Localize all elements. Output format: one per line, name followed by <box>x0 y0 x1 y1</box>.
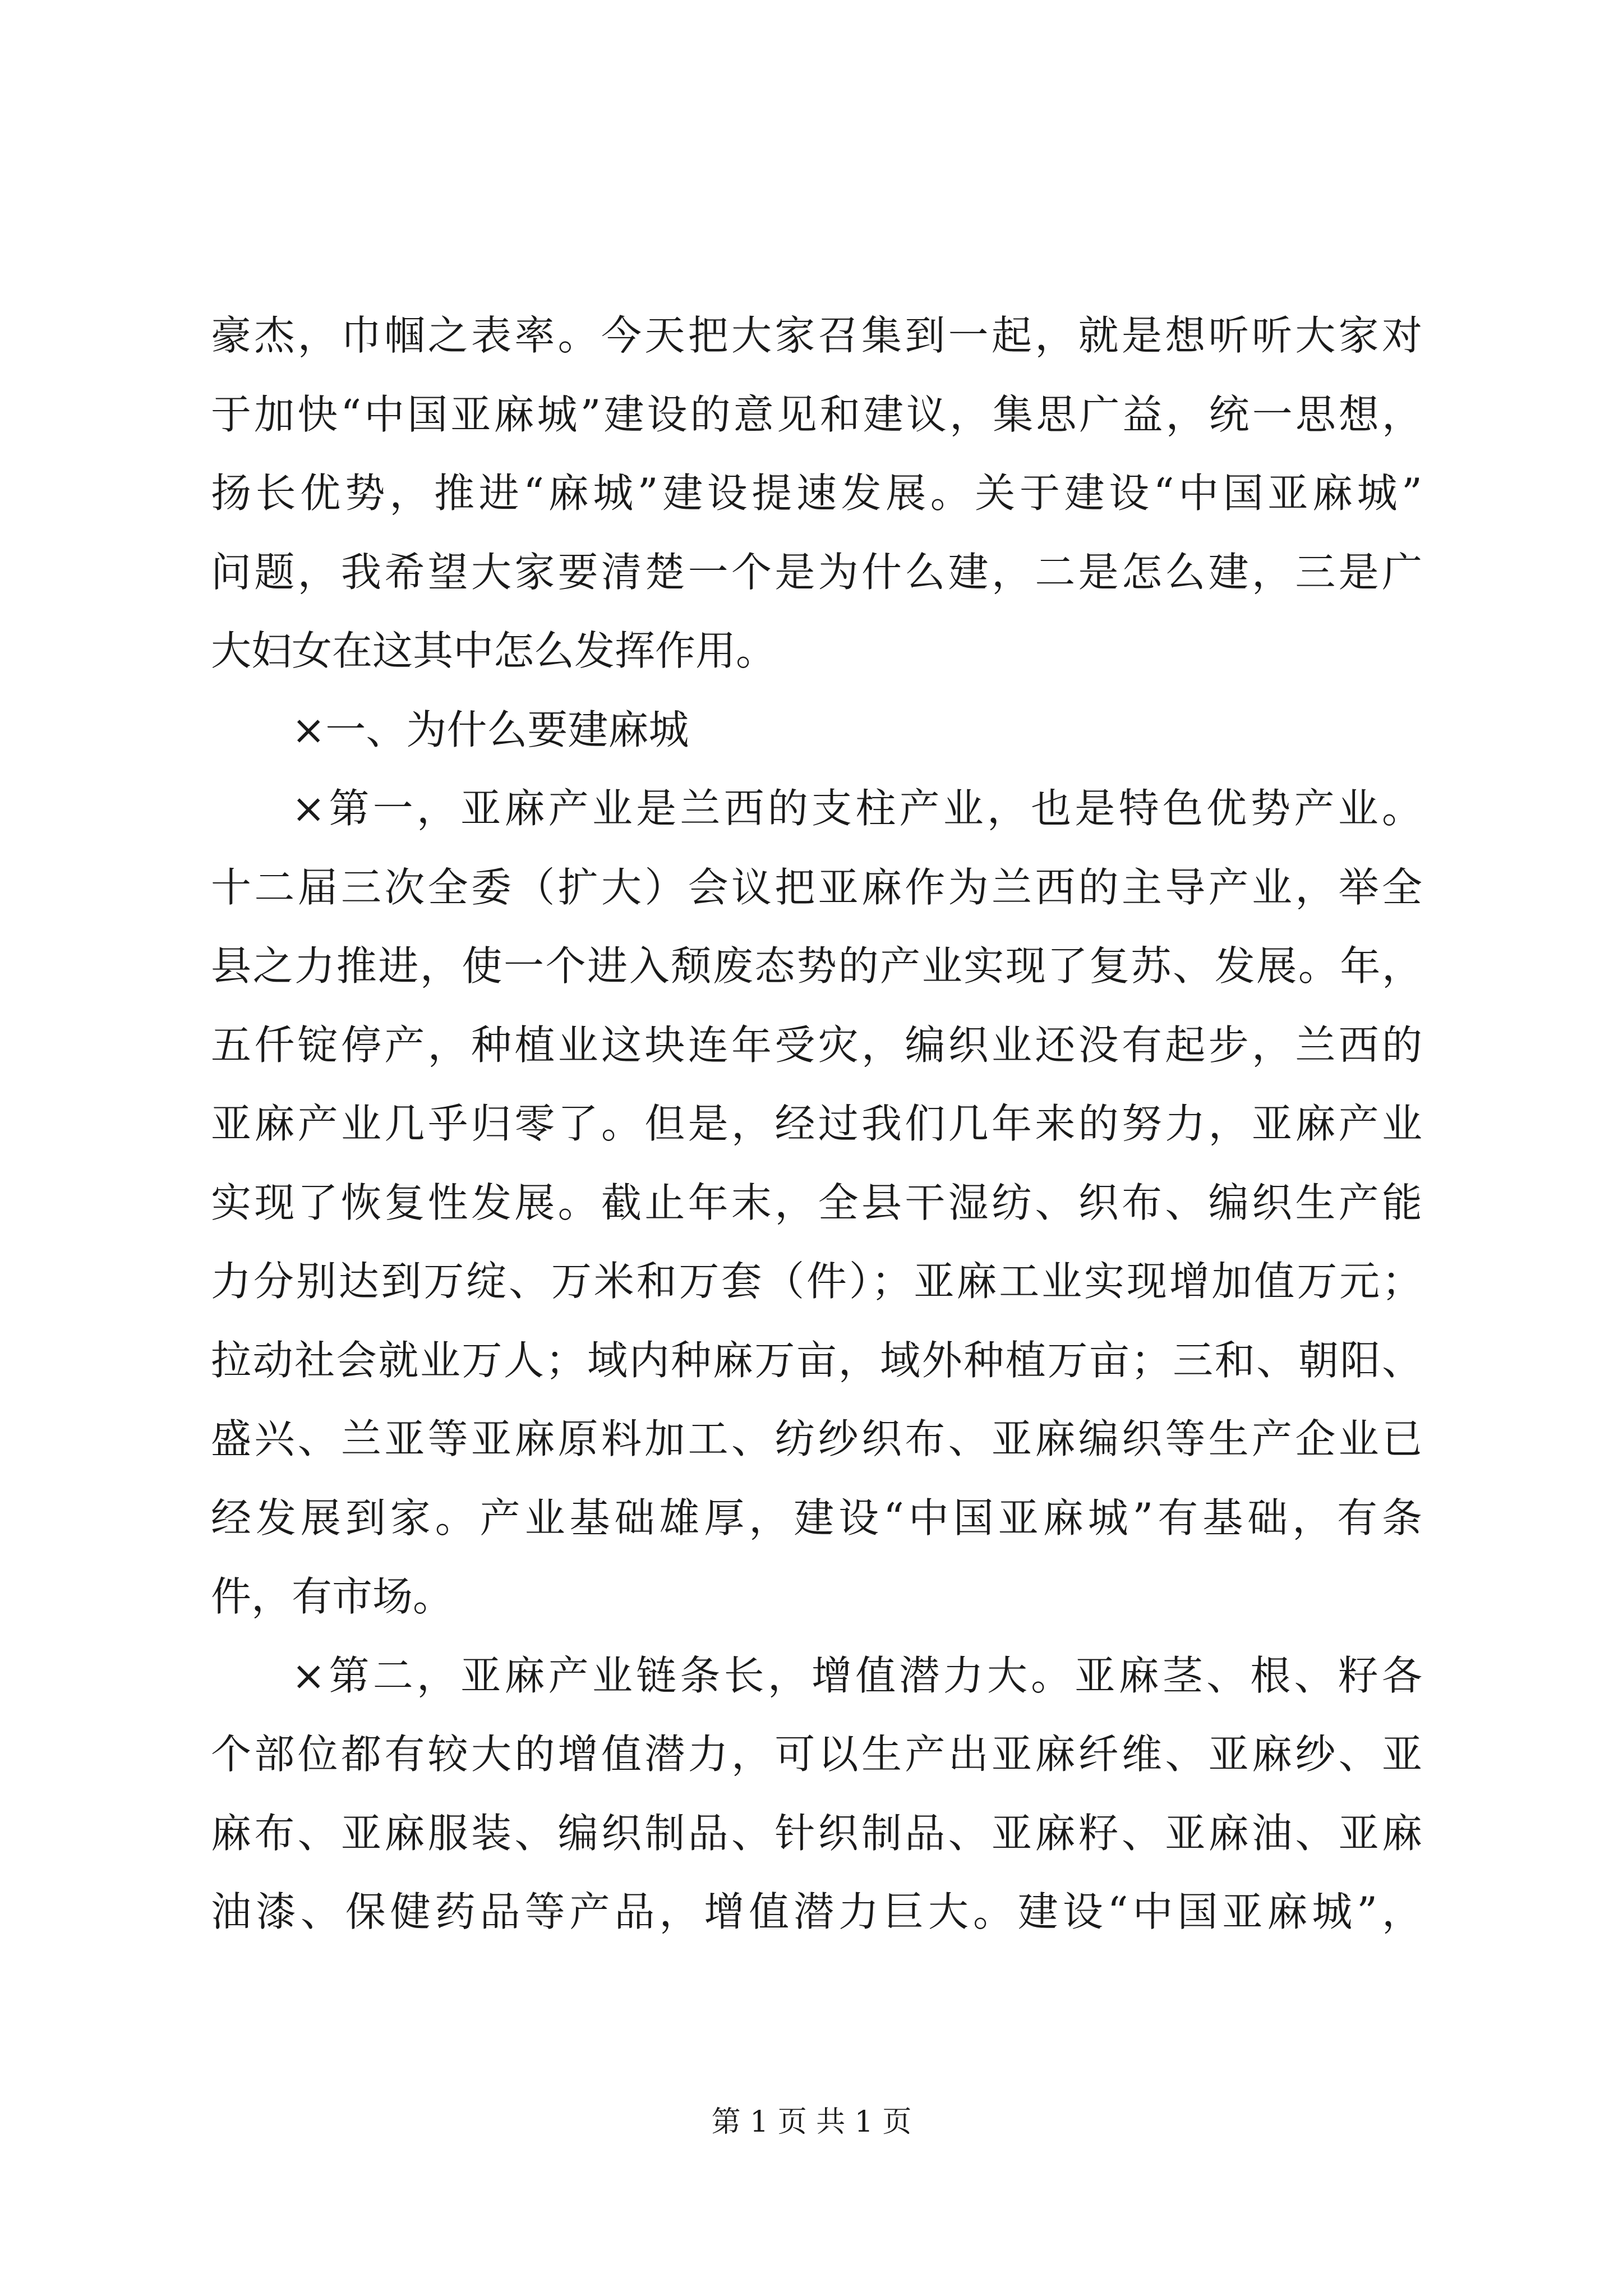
section-heading: ×一、为什么要建麻城 <box>292 706 689 753</box>
text-line: 经发展到家。产业基础雄厚，建设“中国亚麻城”有基础，有条 <box>211 1494 1422 1542</box>
text-line: 扬长优势，推进“麻城”建设提速发展。关于建设“中国亚麻城” <box>211 470 1422 517</box>
text-line: 县之力推进，使一个进入颓废态势的产业实现了复苏、发展。年， <box>211 942 1422 990</box>
text-line: 盛兴、兰亚等亚麻原料加工、纺纱织布、亚麻编织等生产企业已 <box>211 1415 1422 1462</box>
text-line: 个部位都有较大的增值潜力，可以生产出亚麻纤维、亚麻纱、亚 <box>211 1731 1422 1778</box>
text-line: 力分别达到万绽、万米和万套（件）；亚麻工业实现增加值万元； <box>211 1258 1422 1305</box>
text-line: 亚麻产业几乎归零了。但是，经过我们几年来的努力，亚麻产业 <box>211 1100 1422 1147</box>
text-line: 五仟锭停产，种植业这块连年受灾，编织业还没有起步，兰西的 <box>211 1021 1422 1069</box>
page-number-label: 第 1 页 共 1 页 <box>711 2105 912 2139</box>
text-line: 问题，我希望大家要清楚一个是为什么建，二是怎么建，三是广 <box>211 548 1422 596</box>
page-footer <box>0 2102 1623 2142</box>
paragraph-first-line: ×第二，亚麻产业链条长，增值潜力大。亚麻茎、根、籽各 <box>292 1651 1422 1699</box>
text-line: 十二届三次全委（扩大）会议把亚麻作为兰西的主导产业，举全 <box>211 863 1422 911</box>
text-line: 拉动社会就业万人；域内种麻万亩，域外种植万亩；三和、朝阳、 <box>211 1336 1422 1384</box>
text-line: 于加快“中国亚麻城”建设的意见和建议，集思广益，统一思想， <box>211 390 1422 438</box>
text-line: 油漆、保健药品等产品，增值潜力巨大。建设“中国亚麻城”， <box>211 1888 1422 1935</box>
text-line: 麻布、亚麻服装、编织制品、针织制品、亚麻籽、亚麻油、亚麻 <box>211 1809 1422 1857</box>
body-text <box>211 296 1422 1952</box>
text-line: 件，有市场。 <box>211 1573 454 1620</box>
paragraph-first-line: ×第一，亚麻产业是兰西的支柱产业，也是特色优势产业。 <box>292 785 1422 832</box>
text-line: 大妇女在这其中怎么发挥作用。 <box>211 627 777 674</box>
text-line: 豪杰，巾帼之表率。今天把大家召集到一起，就是想听听大家对 <box>211 312 1422 359</box>
text-line: 实现了恢复性发展。截止年末，全县干湿纺、织布、编织生产能 <box>211 1179 1422 1226</box>
